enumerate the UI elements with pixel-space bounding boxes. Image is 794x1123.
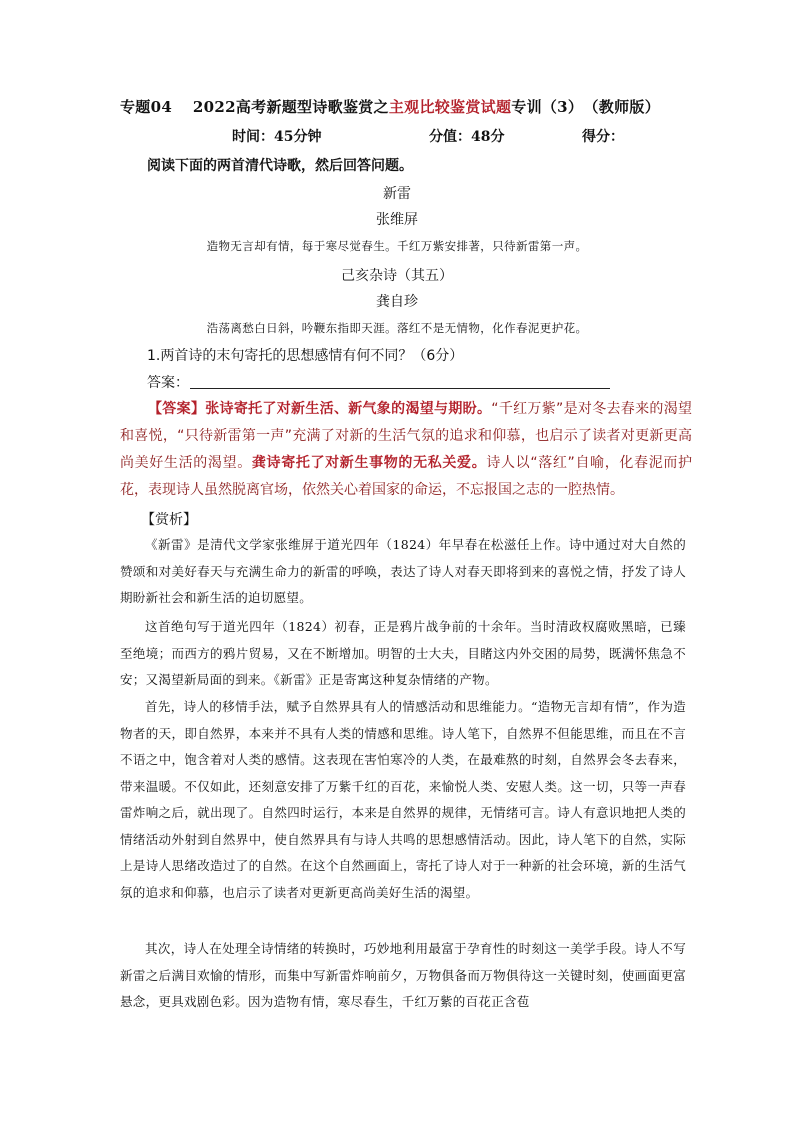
answer-paragraph (120, 396, 692, 504)
analysis-heading: 【赏析】 (141, 512, 197, 528)
poem1-title: 新雷 (383, 186, 411, 202)
answer-point2-detail: 诗人以“落红”自喻，化春泥而护花，表现诗人虽然脱离官场，依然关心着国家的命运，不忘报国之志的一腔热情。 (120, 455, 693, 498)
analysis-paragraph-2: 这首绝句写于道光四年（1824）初春，正是鸦片战争前的十余年。当时清政权腐败黑暗，已臻至绝境；而西方的鸦片贸易，又在不断增加。明智的士大夫，目睹这内外交困的局势，既满怀焦急不安；又渴望新局面的到来。《新雷》正是寄寓这种复杂情绪的产物。 (120, 619, 686, 687)
analysis-paragraph-4: 其次，诗人在处理全诗情绪的转换时，巧妙地利用最富于孕育性的时刻这一美学手段。诗人不写新雷之后满目欢愉的情形，而集中写新雷炸响前夕，万物俱备而万物俱待这一关键时刻，使画面更富悬念，更具戏剧色彩。因为造物有情，寒尽春生，千红万紫的百花正含苞 (120, 941, 686, 1009)
time-label: 时间：45分钟 (232, 129, 322, 145)
answer-point1: 张诗寄托了对新生活、新气象的渴望与期盼。 (205, 401, 492, 417)
score-label: 分值：48分 (429, 129, 505, 145)
title-suffix: 专训（3） （教师版） (511, 98, 661, 116)
poem1-text: 造物无言却有情，每于寒尽觉春生。千红万紫安排著，只待新雷第一声。 (206, 239, 588, 253)
question-text: 1.两首诗的末句寄托的思想感情有何不同？（6分） (147, 348, 464, 364)
poem2-title: 己亥杂诗（其五） (341, 268, 453, 284)
poem2-author: 龚自珍 (376, 294, 418, 310)
earned-label: 得分： (582, 129, 624, 145)
poem2-text: 浩荡离愁白日斜，吟鞭东指即天涯。落红不是无情物，化作春泥更护花。 (206, 321, 588, 335)
poem1-author: 张维屏 (376, 212, 418, 228)
analysis-paragraph-1: 《新雷》是清代文学家张维屏于道光四年（1824）年早春在松滋任上作。诗中通过对大自然的赞颂和对美好春天与充满生命力的新雷的呼唤，表达了诗人对春天即将到来的喜悦之情，抒发了诗人期盼新社会和新生活的迫切愿望。 (120, 537, 686, 605)
answer-point2: 龚诗寄托了对新生事物的无私关爱。 (251, 455, 487, 471)
answer-point1-detail: “千红万紫”是对冬去春来的渴望和喜悦，“只待新雷第一声”充满了对新的生活气氛的追求和仰慕，也启示了读者对更新更高尚美好生活的渴望。 (120, 401, 693, 471)
instruction: 阅读下面的两首清代诗歌，然后回答问题。 (147, 158, 413, 174)
answer-label: 答案： (147, 375, 189, 391)
document-title (120, 96, 660, 117)
answer-tag: 【答案】 (148, 401, 206, 417)
answer-blank-line (190, 388, 610, 389)
title-highlight: 主观比较鉴赏试题 (388, 98, 512, 116)
title-prefix: 专题04 2022高考新题型诗歌鉴赏之 (120, 98, 389, 116)
analysis-paragraph-3: 首先，诗人的移情手法，赋予自然界具有人的情感活动和思维能力。“造物无言却有情”，作为造物者的天，即自然界，本来并不具有人类的情感和思维。诗人笔下，自然界不但能思维，而且在不言不语之中，饱含着对人类的感情。这表现在害怕寒冷的人类，在最难熬的时刻，自然界会冬去春来，带来温暖。不仅如此，还刻意安排了万紫千红的百花，来愉悦人类、安慰人类。这一切，只等一声春雷炸响之后，就出现了。自然四时运行，本来是自然界的规律，无情绪可言。诗人有意识地把人类的情绪活动外射到自然界中，使自然界具有与诗人共鸣的思想感情活动。因此，诗人笔下的自然，实际上是诗人思绪改造过了的自然。在这个自然画面上，寄托了诗人对于一种新的社会环境，新的生活气氛的追求和仰慕，也启示了读者对更新更高尚美好生活的渴望。 (120, 699, 686, 900)
